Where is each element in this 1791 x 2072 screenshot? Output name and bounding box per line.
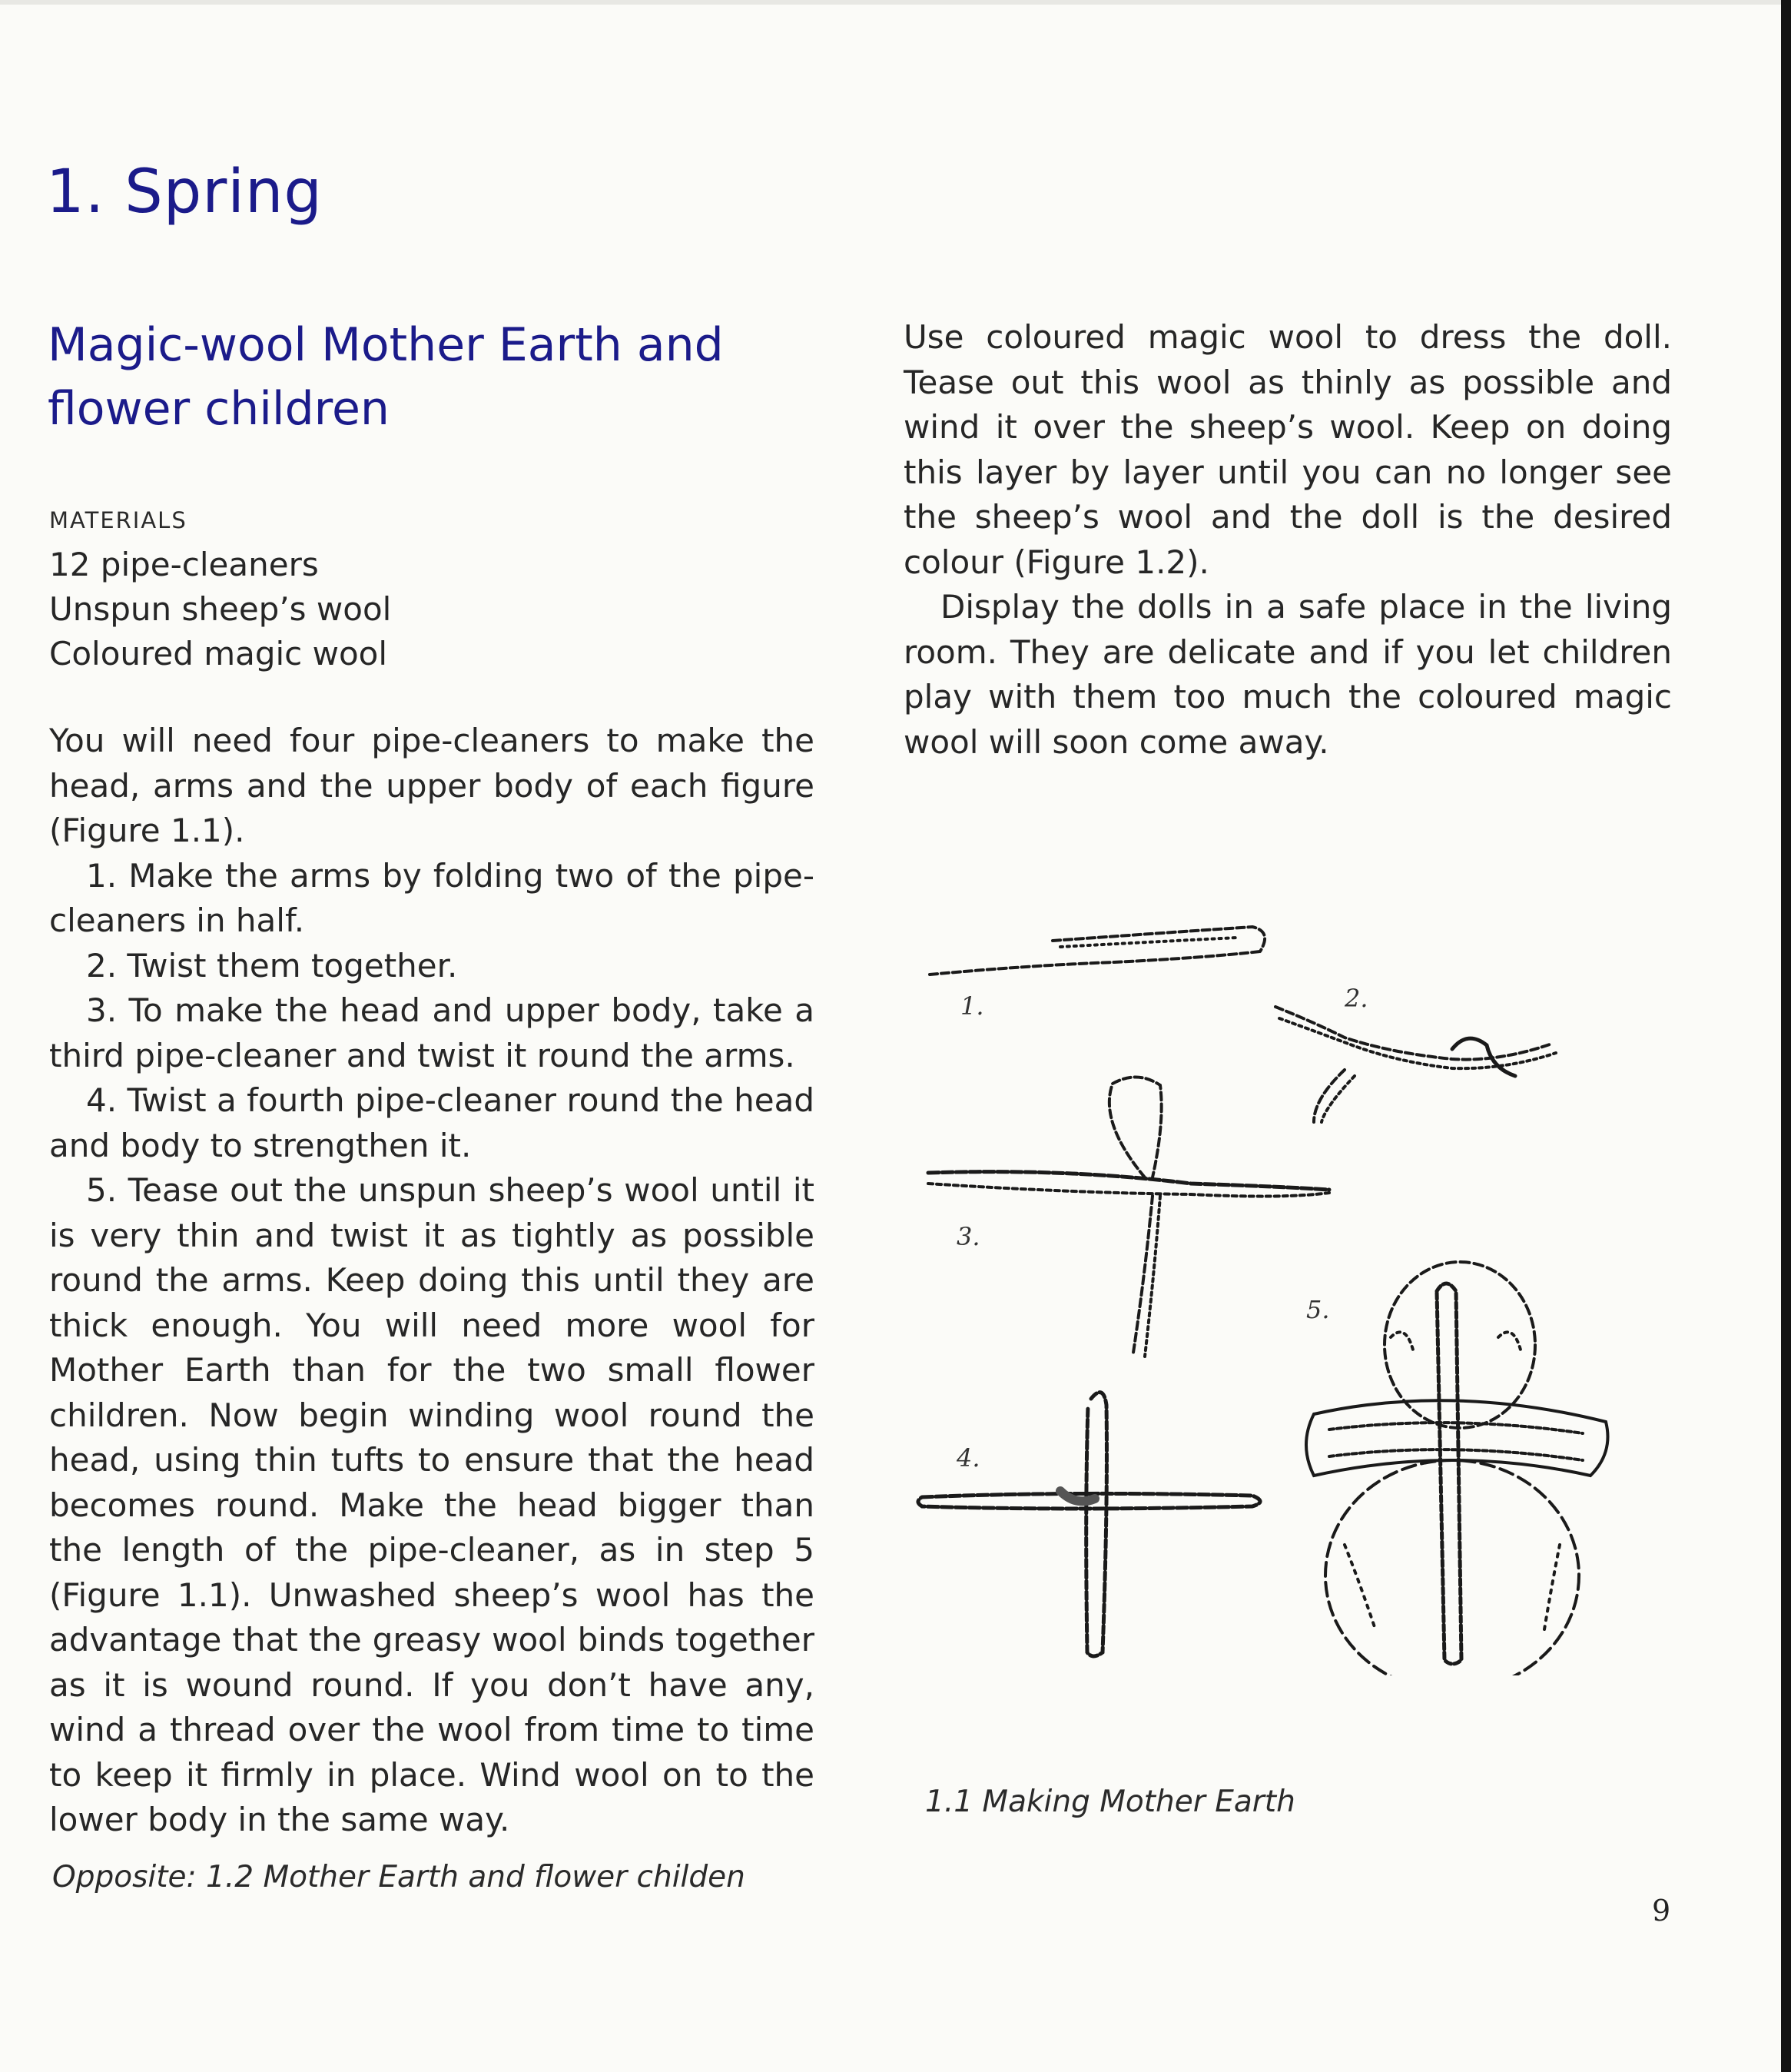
step-5-wool-doll <box>1306 1262 1608 1675</box>
step-label: 2. <box>1345 984 1368 1013</box>
step-2-twisted-pair <box>1275 1007 1556 1122</box>
figure-1-1-illustration <box>914 892 1614 1675</box>
dressing-column <box>904 315 1672 765</box>
page-top-edge <box>0 0 1791 5</box>
instruction-step: 3. To make the head and upper body, take a third pipe-cleaner and twist it round the arms. <box>49 991 814 1074</box>
section-title <box>48 314 816 441</box>
figure-caption: 1.1 Making Mother Earth <box>925 1785 1295 1819</box>
materials-item: Unspun sheep’s wool <box>49 590 392 628</box>
opposite-caption: Opposite: 1.2 Mother Earth and flower childen <box>52 1860 745 1894</box>
step-3-head-and-arms <box>928 1077 1329 1356</box>
step-label: 5. <box>1306 1295 1330 1324</box>
step-label: 1. <box>960 991 984 1021</box>
section-title-line-2: flower children <box>48 382 390 436</box>
materials-list <box>49 507 818 676</box>
instruction-step: 2. Twist them together. <box>86 946 458 985</box>
dressing-paragraph: Use coloured magic wool to dress the doll. Tease out this wool as thinly as possible and wind it over the sheep’s wool. Keep on doing this layer by layer until you can no longer see the sheep’s wool and the doll is the desired colour (Figure 1.2). <box>904 318 1672 581</box>
instruction-step: 4. Twist a fourth pipe-cleaner round the head and body to strengthen it. <box>49 1081 814 1164</box>
display-paragraph: Display the dolls in a safe place in the living room. They are delicate and if you let children play with them too much the coloured magic wool will soon come away. <box>904 588 1672 761</box>
instruction-step: 5. Tease out the unspun sheep’s wool until it is very thin and twist it as tightly as possible round the arms. Keep doing this until they are thick enough. You will need more wool for Mother Earth than for the two small flower children. Now begin winding wool round the head, using thin tufts to ensure that the head becomes round. Make the head bigger than the length of the pipe-cleaner, as in step 5 (Figure 1.1). Unwashed sheep’s wool has the advantage that the greasy wool binds together as it is wound round. If you don’t have any, wind a thread over the wool from time to time to keep it firmly in place. Wind wool on to the lower body in the same way. <box>49 1171 814 1838</box>
page-number: 9 <box>1652 1894 1671 1928</box>
section-title-line-1: Magic-wool Mother Earth and <box>48 318 724 372</box>
step-1-folded-pipe-cleaner <box>930 927 1265 975</box>
materials-item: 12 pipe-cleaners <box>49 546 319 583</box>
instruction-step: 1. Make the arms by folding two of the pipe-cleaners in half. <box>49 856 814 939</box>
step-label: 4. <box>957 1443 980 1473</box>
step-4-cross <box>918 1393 1260 1656</box>
instructions-intro: You will need four pipe-cleaners to make the head, arms and the upper body of each figure (Figure 1.1). <box>49 722 814 849</box>
materials-item: Coloured magic wool <box>49 635 388 672</box>
chapter-title: 1. Spring <box>46 158 323 227</box>
pipe-cleaner-doll-drawing <box>914 892 1614 1675</box>
step-label: 3. <box>957 1222 980 1251</box>
materials-label: MATERIALS <box>49 507 187 533</box>
instructions-column <box>49 719 814 1843</box>
page-right-edge <box>1781 0 1791 2072</box>
